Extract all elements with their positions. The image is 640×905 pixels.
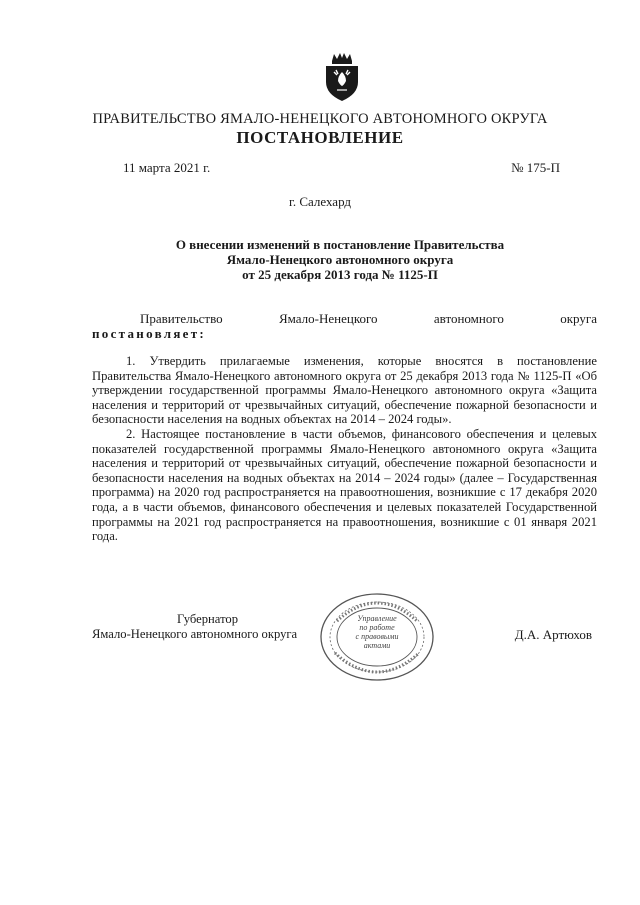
decree-word: постановляет:: [92, 326, 207, 341]
preamble-line: [92, 311, 597, 326]
title-line: от 25 декабря 2013 года № 1125-П: [242, 267, 438, 282]
seal-text: [337, 614, 417, 650]
title-line: Ямало-Ненецкого автономного округа: [226, 252, 454, 267]
signer-region: Ямало-Ненецкого автономного округа: [92, 627, 298, 641]
document-city: г. Салехард: [288, 194, 352, 209]
organization-name: ПРАВИТЕЛЬСТВО ЯМАЛО-НЕНЕЦКОГО АВТОНОМНОГО ОКРУГА: [92, 111, 548, 127]
title-line: О внесении изменений в постановление Правительства: [175, 237, 505, 252]
signer-title: Губернатор: [177, 612, 238, 626]
document-date: 11 марта 2021 г.: [123, 160, 211, 175]
coat-of-arms-icon: [323, 52, 361, 102]
preamble-word: автономного: [433, 311, 504, 326]
document-number: № 175-П: [511, 160, 560, 175]
seal-line: актами: [363, 641, 391, 650]
document-type: ПОСТАНОВЛЕНИЕ: [236, 128, 404, 147]
signer-name: Д.А. Артюхов: [514, 627, 592, 642]
preamble: [92, 311, 597, 341]
seal-line: Управление: [357, 614, 397, 623]
preamble-word: округа: [560, 311, 597, 326]
signer-position: [92, 612, 297, 642]
seal-line: с правовыми: [355, 632, 399, 641]
preamble-word: Правительство: [140, 311, 223, 326]
seal-line: по работе: [359, 623, 395, 632]
document-title: [120, 237, 560, 282]
paragraph-2: 2. Настоящее постановление в части объемов, финансового обеспечения и целевых показателей государственной программы Ямало-Ненецкого автономного округа «Защита населения и территорий от чрезвычайных ситуаций, обеспечение пожарной безопасности и безопасности населения на водных объектах на 2014 – 2024 годы» (далее – Государственная программа) на 2020 год распространяется на правоотношения, возникшие с 17 декабря 2020 года, а в части объемов, финансового обеспечения и целевых показателей Государственной программы на 2021 год распространяется на правоотношения, возникшие с 01 января 2021 года.: [92, 426, 597, 544]
paragraph-1: 1. Утвердить прилагаемые изменения, которые вносятся в постановление Правительства Ямало-Ненецкого автономного округа от 25 декабря 2013 года № 1125-П «Об утверждении государственной программы Ямало-Ненецкого автономного округа «Защита населения и территорий от чрезвычайных ситуаций, обеспечение пожарной безопасности и безопасности населения на водных объектах на 2014 – 2024 годы».: [92, 354, 597, 427]
preamble-word: Ямало-Ненецкого: [278, 311, 378, 326]
document-body: [92, 354, 597, 544]
